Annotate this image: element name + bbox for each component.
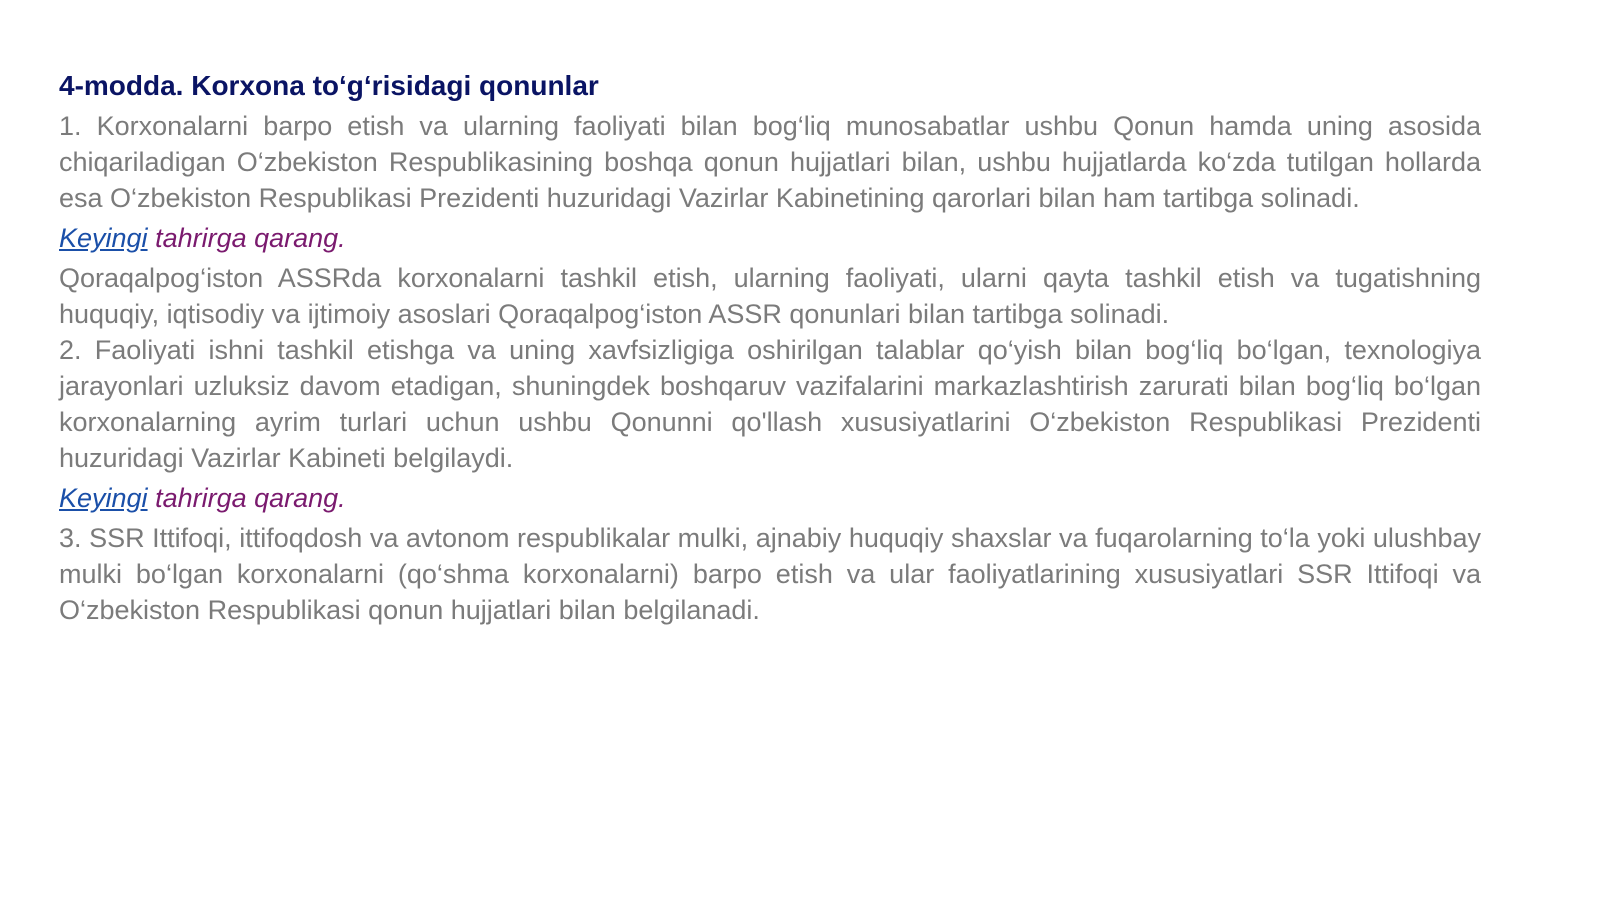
paragraph-3: 2. Faoliyati ishni tashkil etishga va uning xavfsizligiga oshirilgan talablar qo‘yish bilan bog‘liq bo‘lgan, texnologiya jarayonlari uzluksiz davom etadigan, shuningdek boshqaruv vazifalarini markazlashtirish zarurati bilan bog‘liq bo‘lgan korxonalarning ayrim turlari uchun ushbu Qonunni qo'llash xususiyatlarini O‘zbekiston Respublikasi Prezidenti huzuridagi Vazirlar Kabineti belgilaydi.	[59, 335, 1481, 473]
paragraph-2: Qoraqalpog‘iston ASSRda korxonalarni tashkil etish, ularning faoliyati, ularni qayta tashkil etish va tugatishning huquqiy, iqtisodiy va ijtimoiy asoslari Qoraqalpog‘iston ASSR qonunlari bilan tartibga solinadi.	[59, 263, 1481, 329]
edition-note-2-text: tahrirga qarang.	[147, 483, 346, 513]
next-edition-link-1[interactable]: Keyingi	[59, 223, 148, 253]
paragraph-1: 1. Korxonalarni barpo etish va ularning faoliyati bilan bog‘liq munosabatlar ushbu Qonun hamda uning asosida chiqariladigan O‘zbekiston Respublikasining boshqa qonun hujjatlari bilan, ushbu hujjatlarda ko‘zda tutilgan hollarda esa O‘zbekiston Respublikasi Prezidenti huzuridagi Vazirlar Kabinetining qarorlari bilan ham tartibga solinadi.	[59, 111, 1481, 213]
edition-note-2	[59, 476, 1481, 520]
article-title: 4-modda. Korxona to‘g‘risidagi qonunlar	[59, 70, 599, 101]
document-body	[59, 64, 1481, 628]
paragraph-4: 3. SSR Ittifoqi, ittifoqdosh va avtonom respublikalar mulki, ajnabiy huquqiy shaxslar va fuqarolarning to‘la yoki ulushbay mulki bo‘lgan korxonalarni (qo‘shma korxonalarni) barpo etish va ular faoliyatlarining xususiyatlari SSR Ittifoqi va O‘zbekiston Respublikasi qonun hujjatlari bilan belgilanadi.	[59, 523, 1481, 625]
edition-note-1-text: tahrirga qarang.	[147, 223, 346, 253]
edition-note-1	[59, 216, 1481, 260]
next-edition-link-2[interactable]: Keyingi	[59, 483, 148, 513]
